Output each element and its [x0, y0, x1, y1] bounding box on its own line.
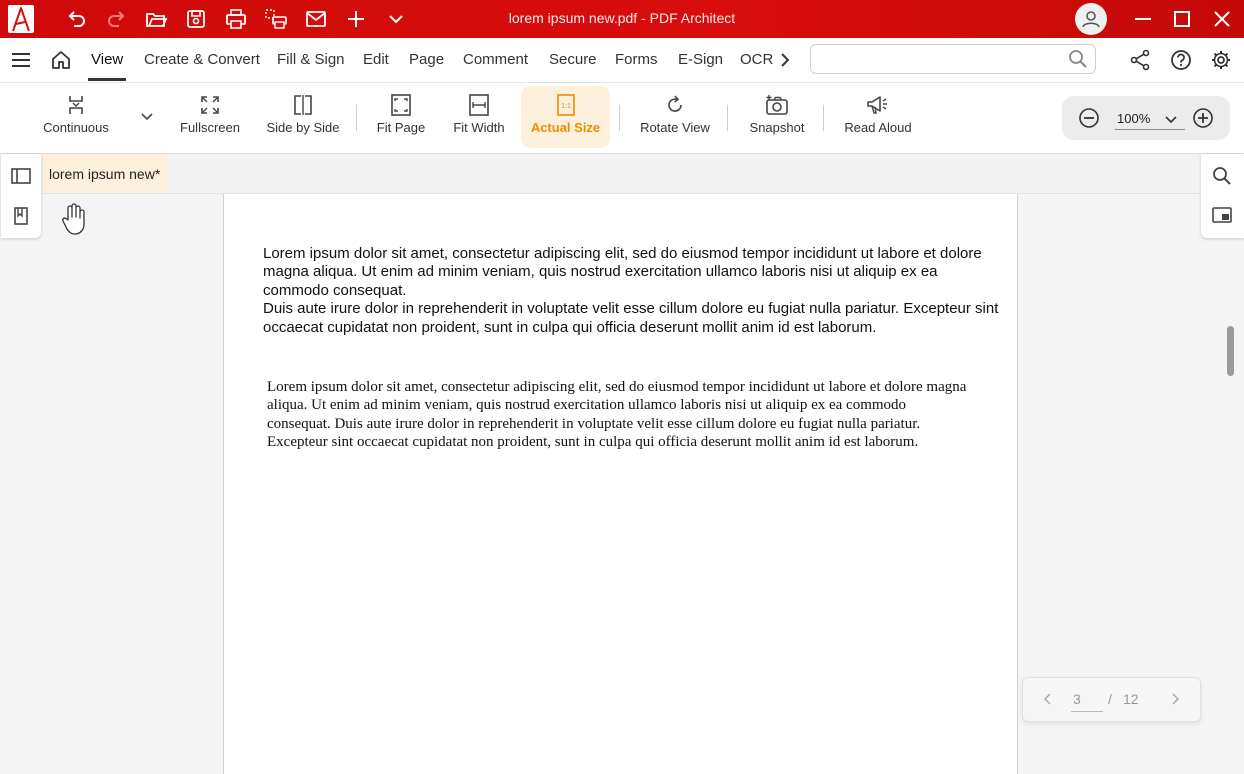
- redo-icon[interactable]: [106, 8, 128, 30]
- tab-view[interactable]: View: [91, 51, 124, 68]
- ribbon-divider: [619, 105, 620, 131]
- fit-width-button[interactable]: [446, 86, 512, 148]
- view-ribbon: [0, 83, 1244, 154]
- paragraph-sans-1: Lorem ipsum dolor sit amet, consectetur adipiscing elit, sed do eiusmod tempor incididunt ut labore et dolore magna aliqua. Ut enim ad minim veniam, quis nostrud exercitation ullamco laboris nisi ut aliquip ex ea commodo consequat.: [263, 245, 982, 299]
- zoom-in-icon[interactable]: [1192, 107, 1214, 129]
- next-page-icon[interactable]: [1166, 690, 1184, 708]
- continuous-button[interactable]: [36, 86, 116, 148]
- hand-cursor-icon: [59, 202, 89, 236]
- user-avatar[interactable]: [1075, 3, 1107, 35]
- minimize-icon[interactable]: [1132, 8, 1154, 30]
- ribbon-divider: [823, 105, 824, 131]
- tab-comment[interactable]: Comment: [463, 51, 529, 68]
- find-icon[interactable]: [1211, 165, 1233, 187]
- zoom-underline: [1115, 129, 1185, 130]
- menu-scroll-right-icon[interactable]: [774, 49, 796, 71]
- print-icon[interactable]: [225, 8, 247, 30]
- current-page-input[interactable]: 3: [1073, 691, 1081, 707]
- continuous-icon: [65, 86, 87, 120]
- zoom-control: [1062, 96, 1230, 140]
- actual-size-label: Actual Size: [530, 120, 601, 135]
- tab-esign[interactable]: E-Sign: [678, 51, 724, 68]
- hamburger-menu-icon[interactable]: [10, 49, 32, 71]
- total-pages: 12: [1123, 691, 1139, 707]
- pdf-page: [223, 194, 1018, 774]
- actual-size-button[interactable]: [521, 86, 610, 148]
- home-icon[interactable]: [50, 49, 72, 71]
- picture-in-picture-icon[interactable]: [1211, 204, 1233, 226]
- layout-dropdown-chevron-icon[interactable]: [138, 107, 156, 125]
- fit-width-label: Fit Width: [453, 120, 505, 135]
- quick-access-chevron-icon[interactable]: [385, 8, 407, 30]
- previous-page-icon[interactable]: [1039, 690, 1057, 708]
- tab-secure[interactable]: Secure: [549, 51, 597, 68]
- page-text-block-sans: [263, 245, 1003, 337]
- side-by-side-label: Side by Side: [266, 120, 340, 135]
- megaphone-icon: [866, 86, 890, 120]
- ribbon-divider: [356, 105, 357, 131]
- fullscreen-icon: [199, 86, 221, 120]
- email-icon[interactable]: [305, 8, 327, 30]
- rotate-view-label: Rotate View: [640, 120, 710, 135]
- save-icon[interactable]: [185, 8, 207, 30]
- search-input[interactable]: [819, 51, 1063, 68]
- page-separator: /: [1108, 691, 1112, 707]
- snapshot-label: Snapshot: [749, 120, 805, 135]
- zoom-dropdown-chevron-icon[interactable]: [1162, 110, 1180, 128]
- read-aloud-label: Read Aloud: [844, 120, 912, 135]
- title-bar: [0, 0, 1244, 38]
- camera-icon: [765, 86, 789, 120]
- close-icon[interactable]: [1211, 8, 1233, 30]
- document-workspace: [0, 154, 1244, 772]
- document-tab-strip: [42, 154, 1200, 194]
- tab-create-convert[interactable]: Create & Convert: [144, 51, 260, 68]
- paragraph-serif: Lorem ipsum dolor sit amet, consectetur adipiscing elit, sed do eiusmod tempor incididunt ut labore et dolore magna aliqua. Ut enim ad minim veniam, quis nostrud exercitation ullamco laboris nisi ut aliquip ex ea commodo consequat. Duis aute irure dolor in reprehenderit in voluptate velit esse cillum dolore eu fugiat nulla pariatur. Excepteur sint occaecat cupidatat non proident, sunt in culpa qui officia deserunt mollit anim id est laborum.: [267, 379, 967, 451]
- ribbon-divider: [727, 105, 728, 131]
- toggle-sidebar-icon[interactable]: [10, 165, 32, 187]
- tab-edit[interactable]: Edit: [363, 51, 389, 68]
- batch-print-icon[interactable]: [265, 8, 287, 30]
- side-by-side-button[interactable]: [262, 86, 344, 148]
- open-folder-icon[interactable]: [145, 8, 167, 30]
- undo-icon[interactable]: [65, 8, 87, 30]
- right-panel-toolbar: [1201, 154, 1244, 238]
- share-icon[interactable]: [1129, 49, 1151, 71]
- paragraph-sans-2: Duis aute irure dolor in reprehenderit in voluptate velit esse cillum dolore eu fugiat nulla pariatur. Excepteur sint occaecat cupidatat non proident, sunt in culpa qui officia deserunt mollit anim id est laborum.: [263, 300, 999, 336]
- rotate-view-icon: [664, 86, 686, 120]
- snapshot-button[interactable]: [743, 86, 811, 148]
- menu-bar: [0, 38, 1244, 83]
- fit-width-icon: [468, 86, 490, 120]
- actual-size-glyph: 1:1: [560, 103, 571, 110]
- continuous-label: Continuous: [43, 120, 109, 135]
- zoom-out-icon[interactable]: [1078, 107, 1100, 129]
- vertical-scrollbar-thumb[interactable]: [1227, 326, 1234, 376]
- left-panel-toolbar: [1, 154, 41, 238]
- help-icon[interactable]: [1170, 49, 1192, 71]
- maximize-icon[interactable]: [1171, 8, 1193, 30]
- zoom-level[interactable]: 100%: [1117, 111, 1151, 126]
- tab-page[interactable]: Page: [409, 51, 445, 68]
- app-logo: [8, 5, 34, 33]
- document-tab[interactable]: lorem ipsum new*: [42, 154, 167, 193]
- fit-page-icon: [390, 86, 412, 120]
- active-tab-indicator: [88, 78, 126, 81]
- page-navigator: [1022, 677, 1201, 722]
- fullscreen-button[interactable]: [172, 86, 248, 148]
- read-aloud-button[interactable]: [838, 86, 918, 148]
- tab-fill-sign[interactable]: Fill & Sign: [277, 51, 345, 68]
- settings-gear-icon[interactable]: [1210, 49, 1232, 71]
- bookmark-icon[interactable]: [10, 205, 32, 227]
- rotate-view-button[interactable]: [634, 86, 716, 148]
- fit-page-button[interactable]: [368, 86, 434, 148]
- actual-size-icon: [555, 86, 577, 120]
- fit-page-label: Fit Page: [376, 120, 426, 135]
- side-by-side-icon: [292, 86, 314, 120]
- fullscreen-label: Fullscreen: [180, 120, 240, 135]
- new-plus-icon[interactable]: [345, 8, 367, 30]
- search-box[interactable]: [810, 44, 1096, 74]
- current-page-underline: [1071, 711, 1103, 712]
- window-title: lorem ipsum new.pdf - PDF Architect: [508, 10, 736, 26]
- search-icon[interactable]: [1067, 48, 1089, 70]
- tab-forms[interactable]: Forms: [615, 51, 658, 68]
- tab-ocr[interactable]: OCR: [740, 51, 774, 68]
